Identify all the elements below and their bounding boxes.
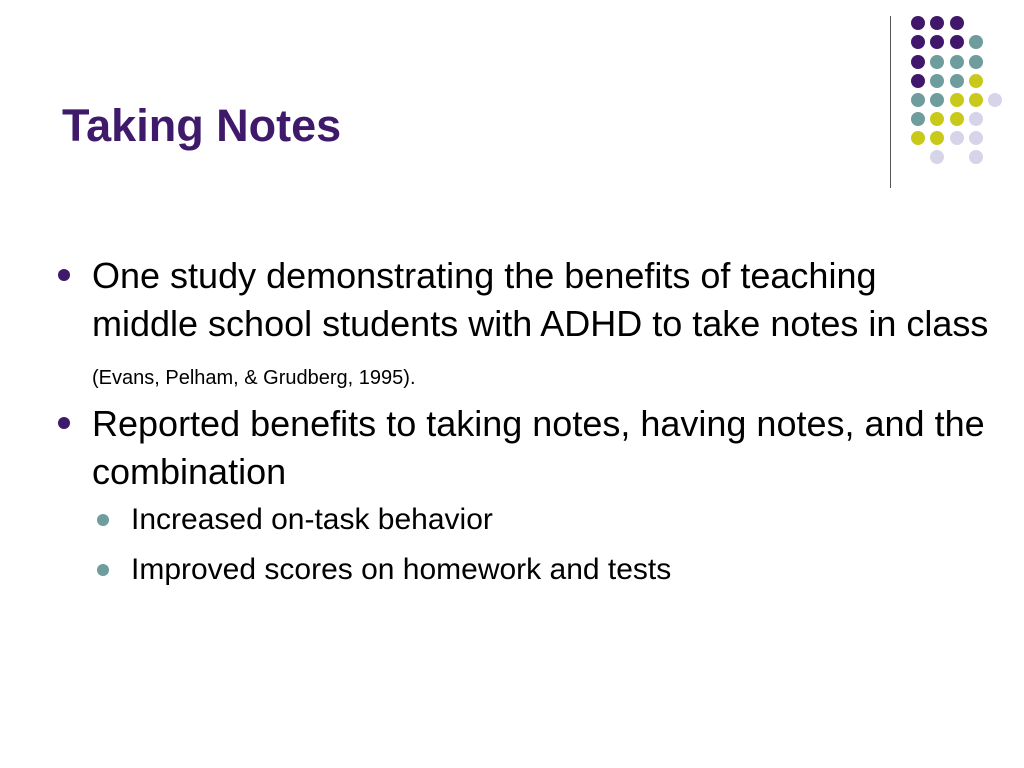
decor-dot xyxy=(988,93,1002,107)
decor-dot xyxy=(930,150,944,164)
bullet-text: One study demonstrating the benefits of teaching middle school students with ADHD to take notes in class xyxy=(92,255,989,344)
decor-dot xyxy=(950,93,964,107)
decor-dot xyxy=(930,74,944,88)
sub-bullet-text: Improved scores on homework and tests xyxy=(131,553,672,586)
decor-dot xyxy=(950,35,964,49)
decor-dot xyxy=(969,93,983,107)
bullet-dot-icon xyxy=(58,417,70,429)
decor-dot xyxy=(930,112,944,126)
decor-dot xyxy=(969,55,983,69)
decor-dot xyxy=(969,35,983,49)
decor-dot xyxy=(969,74,983,88)
sub-bullet-text: Increased on-task behavior xyxy=(131,503,493,536)
decor-dot xyxy=(911,112,925,126)
sub-bullet-item xyxy=(131,548,991,592)
decor-dot xyxy=(911,131,925,145)
decor-dot xyxy=(930,16,944,30)
decor-dot xyxy=(969,112,983,126)
decor-dot xyxy=(930,131,944,145)
decor-dot xyxy=(950,74,964,88)
decor-dot xyxy=(911,93,925,107)
decorative-divider-line xyxy=(890,16,891,188)
sub-bullet-item xyxy=(131,498,991,542)
bullet-dot-icon xyxy=(97,564,109,576)
bullet-item xyxy=(92,400,992,496)
bullet-text: Reported benefits to taking notes, having notes, and the combination xyxy=(92,403,985,492)
decor-dot xyxy=(950,112,964,126)
bullet-dot-icon xyxy=(58,269,70,281)
decor-dot xyxy=(950,16,964,30)
decor-dot xyxy=(911,55,925,69)
slide-title: Taking Notes xyxy=(62,100,342,151)
decor-dot xyxy=(911,16,925,30)
bullet-dot-icon xyxy=(97,514,109,526)
decor-dot xyxy=(930,35,944,49)
decor-dot xyxy=(969,150,983,164)
decor-dot xyxy=(950,131,964,145)
decor-dot xyxy=(950,55,964,69)
decor-dot xyxy=(911,35,925,49)
decor-dot xyxy=(930,55,944,69)
decor-dot xyxy=(911,74,925,88)
decor-dot xyxy=(930,93,944,107)
citation: (Evans, Pelham, & Grudberg, 1995). xyxy=(92,367,416,389)
decor-dot xyxy=(969,131,983,145)
bullet-item xyxy=(92,252,992,402)
